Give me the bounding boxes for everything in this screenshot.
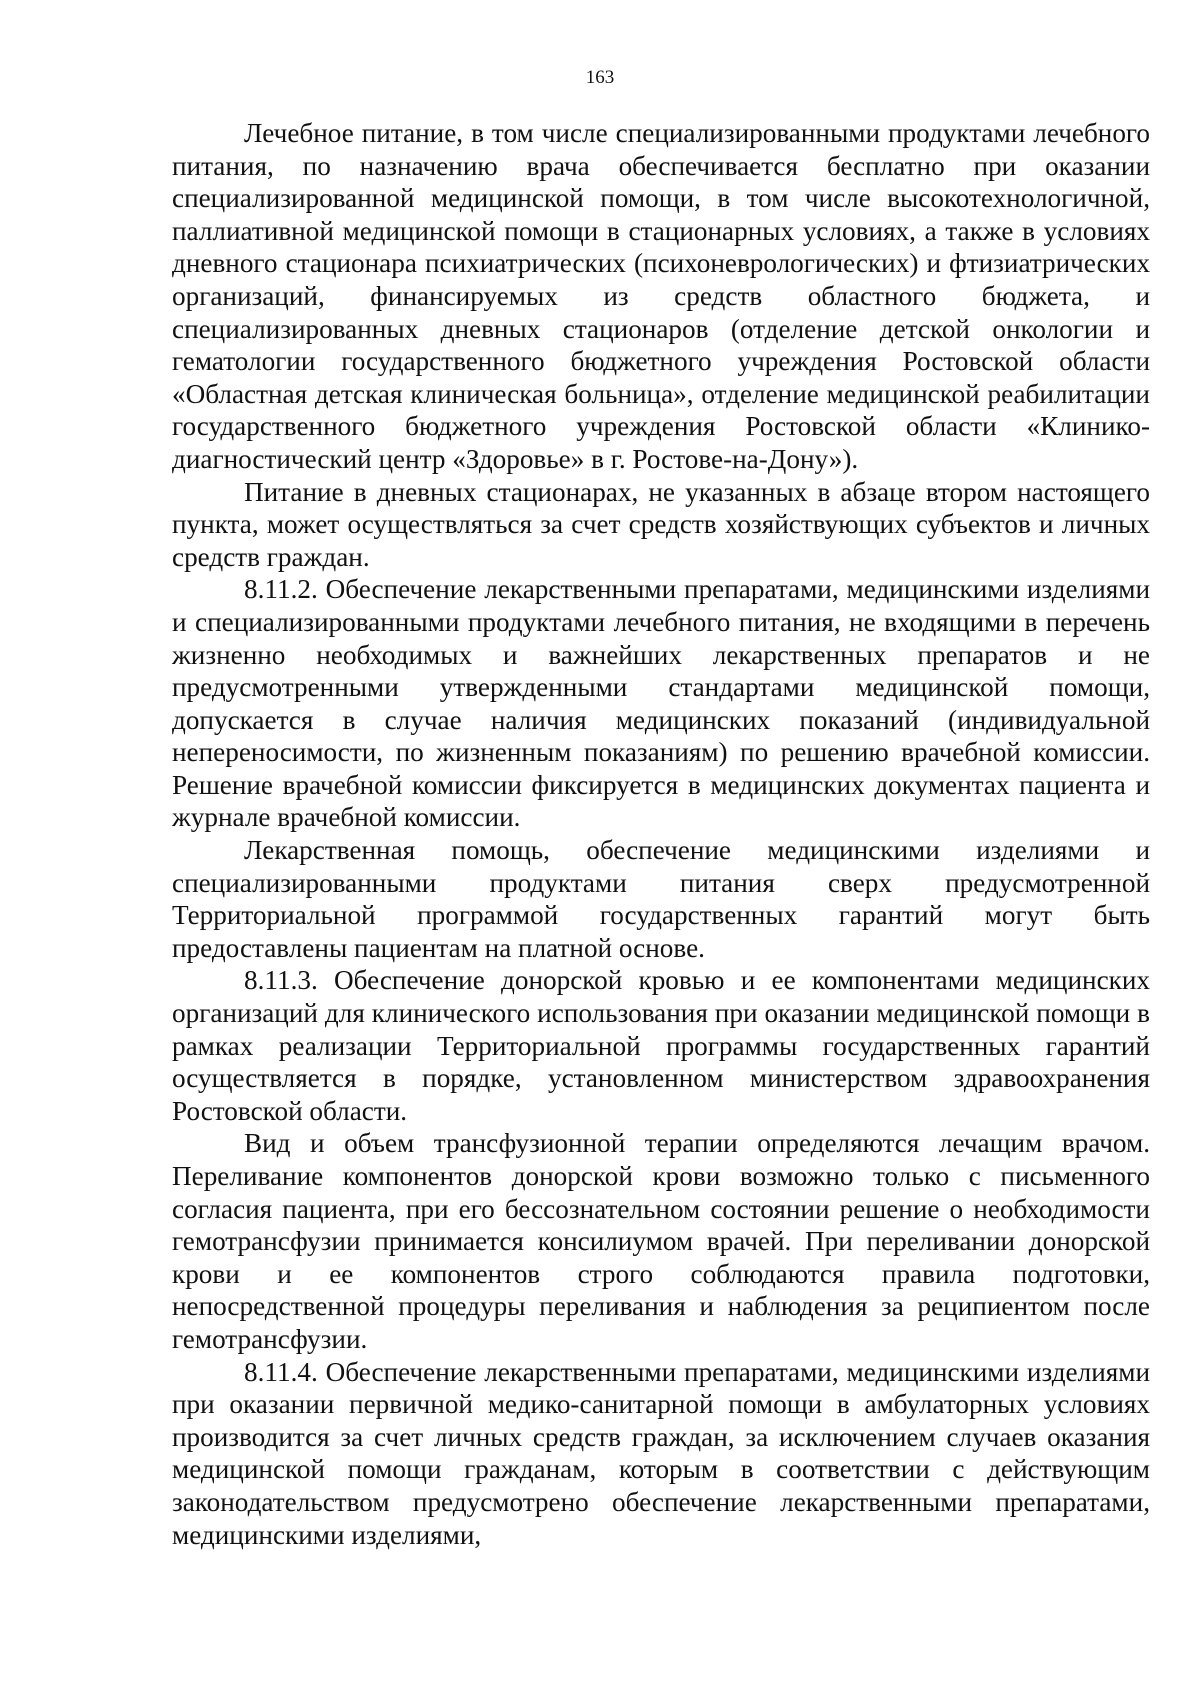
paragraph-8-11-2: 8.11.2. Обеспечение лекарственными препаратами, медицинскими изделиями и специализированными продуктами лечебного питания, не входящими в перечень жизненно необходимых и важнейших лекарственных препаратов и не предусмотренными утвержденными стандартами медицинской помощи, допускается в случае наличия медицинских показаний (индивидуальной непереносимости, по жизненным показаниям) по решению врачебной комиссии. Решение врачебной комиссии фиксируется в медицинских документах пациента и журнале врачебной комиссии. — [172, 574, 1150, 833]
paragraph-8-11-4: 8.11.4. Обеспечение лекарственными препаратами, медицинскими изделиями при оказании первичной медико-санитарной помощи в амбулаторных условиях производится за счет личных средств граждан, за исключением случаев оказания медицинской помощи гражданам, которым в соответствии с действующим законодательством предусмотрено обеспечение лекарственными препаратами, медицинскими изделиями, — [172, 1356, 1150, 1550]
paragraph-transfusion-therapy: Вид и объем трансфузионной терапии определяются лечащим врачом. Переливание компонентов донорской крови возможно только с письменного согласия пациента, при его бессознательном состоянии решение о необходимости гемотрансфузии принимается консилиумом врачей. При переливании донорской крови и ее компонентов строго соблюдаются правила подготовки, непосредственной процедуры переливания и наблюдения за реципиентом после гемотрансфузии. — [172, 1128, 1150, 1354]
paragraph-day-hospital-nutrition: Питание в дневных стационарах, не указанных в абзаце втором настоящего пункта, может осуществляться за счет средств хозяйствующих субъектов и личных средств граждан. — [172, 476, 1150, 572]
paragraph-therapeutic-nutrition: Лечебное питание, в том числе специализированными продуктами лечебного питания, по назначению врача обеспечивается бесплатно при оказании специализированной медицинской помощи, в том числе высокотехнологичной, паллиативной медицинской помощи в стационарных условиях, а также в условиях дневного стационара психиатрических (психоневрологических) и фтизиатрических организаций, финансируемых из средств областного бюджета, и специализированных дневных стационаров (отделение детской онкологии и гематологии государственного бюджетного учреждения Ростовской области «Областная детская клиническая больница», отделение медицинской реабилитации государственного бюджетного учреждения Ростовской области «Клинико-диагностический центр «Здоровье» в г. Ростове-на-Дону»). — [172, 118, 1150, 474]
page-number: 163 — [585, 67, 615, 88]
paragraph-paid-drug-assistance: Лекарственная помощь, обеспечение медицинскими изделиями и специализированными продуктами питания сверх предусмотренной Территориальной программой государственных гарантий могут быть предоставлены пациентам на платной основе. — [172, 835, 1150, 963]
paragraph-8-11-3: 8.11.3. Обеспечение донорской кровью и ее компонентами медицинских организаций для клинического использования при оказании медицинской помощи в рамках реализации Территориальной программы государственных гарантий осуществляется в порядке, установленном министерством здравоохранения Ростовской области. — [172, 965, 1150, 1126]
document-body — [172, 117, 1150, 1551]
